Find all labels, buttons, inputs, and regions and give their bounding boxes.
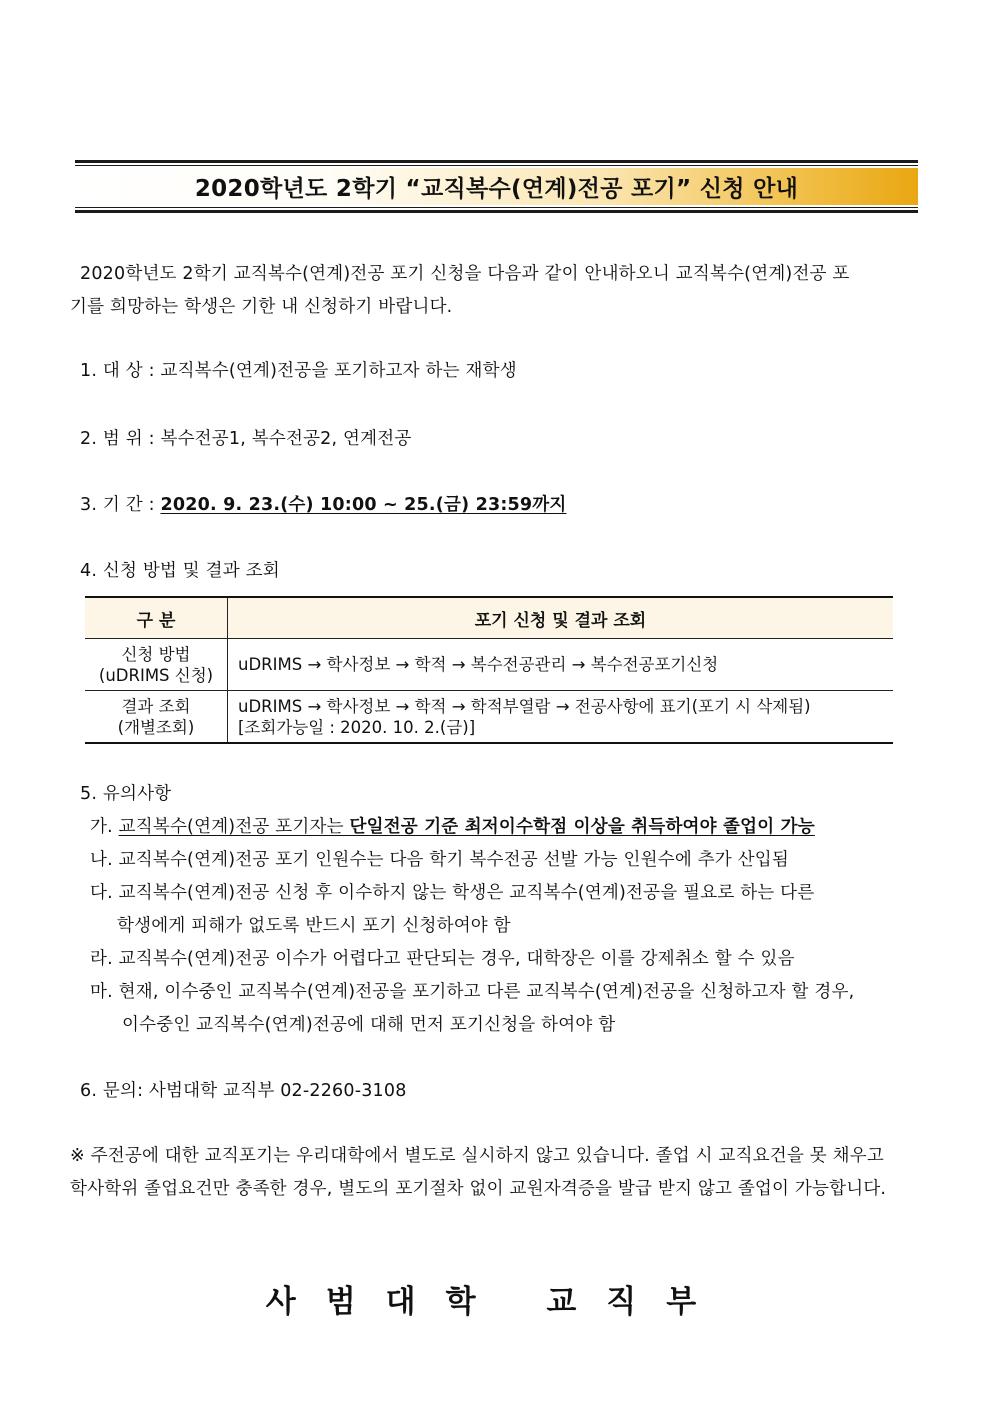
- item-target-label: 1. 대 상 :: [80, 361, 161, 381]
- item-scope-label: 2. 범 위 :: [80, 429, 161, 449]
- table-cell-detail: [228, 639, 894, 691]
- note-da-line-1: 다. 교직복수(연계)전공 신청 후 이수하지 않는 학생은 교직복수(연계)전공을 필요로 하는 다른: [90, 883, 815, 903]
- remark-line-1: ※ 주전공에 대한 교직포기는 우리대학에서 별도로 실시하지 않고 있습니다. 졸업 시 교직요건을 못 채우고: [70, 1146, 884, 1166]
- item-period-label: 3. 기 간 :: [80, 495, 161, 515]
- cell-line: 신청 방법: [121, 644, 191, 664]
- cell-line: uDRIMS → 학사정보 → 학적 → 복수전공관리 → 복수전공포기신청: [238, 655, 719, 674]
- note-ga-prefix: 가.: [90, 817, 119, 837]
- note-da-line-2: 학생에게 피해가 없도록 반드시 포기 신청하여야 함: [117, 916, 511, 936]
- item-target: [80, 357, 517, 382]
- item-period-text: 2020. 9. 23.(수) 10:00 ~ 25.(금) 23:59까지: [160, 495, 567, 515]
- note-ma-line-1: 마. 현재, 이수중인 교직복수(연계)전공을 포기하고 다른 교직복수(연계)전공을 신청하고자 할 경우,: [90, 982, 855, 1002]
- note-ma-line-2: 이수중인 교직복수(연계)전공에 대해 먼저 포기신청을 하여야 함: [122, 1015, 616, 1035]
- note-na: 나. 교직복수(연계)전공 포기 인원수는 다음 학기 복수전공 선발 가능 인원수에 추가 산입됨: [90, 850, 789, 870]
- item-period: [80, 491, 567, 516]
- item-contact: 6. 문의: 사범대학 교직부 02-2260-3108: [80, 1081, 407, 1101]
- note-ga-plain: 교직복수(연계)전공 포기자는: [118, 817, 350, 837]
- title-rule-top-thin: [75, 165, 918, 166]
- remark-line-2: 학사학위 졸업요건만 충족한 경우, 별도의 포기절차 없이 교원자격증을 발급 받지 않고 졸업이 가능합니다.: [70, 1179, 887, 1199]
- note-ga-underlined: [119, 817, 815, 837]
- title-rule-bottom: [75, 210, 918, 213]
- table-row: [85, 691, 893, 744]
- issuer-signature: 사범대학 교직부: [265, 1284, 727, 1320]
- note-ga-bold: 단일전공 기준 최저이수학점 이상을 취득하여야 졸업이 가능: [349, 817, 815, 837]
- title-banner: [75, 160, 918, 213]
- table-header-row: [85, 597, 893, 639]
- intro-line-1: 2020학년도 2학기 교직복수(연계)전공 포기 신청을 다음과 같이 안내하오니 교직복수(연계)전공 포: [80, 264, 850, 284]
- table-header-category: 구 분: [85, 597, 228, 639]
- table-header-detail: 포기 신청 및 결과 조회: [228, 597, 894, 639]
- cell-line: uDRIMS → 학사정보 → 학적 → 학적부열람 → 전공사항에 표기(포기 시 삭제됨): [238, 696, 811, 716]
- cell-line: 결과 조회: [121, 696, 191, 716]
- item-notes-heading: 5. 유의사항: [80, 784, 172, 804]
- table-cell-detail: [228, 691, 894, 744]
- title-rule-bottom-thin: [75, 207, 918, 208]
- title-rule-top: [75, 160, 918, 163]
- item-target-text: 교직복수(연계)전공을 포기하고자 하는 재학생: [160, 361, 517, 381]
- table-cell-category: [85, 639, 228, 691]
- note-ga: [90, 813, 815, 838]
- cell-line: [조회가능일 : 2020. 10. 2.(금)]: [238, 717, 476, 737]
- item-method-heading: 4. 신청 방법 및 결과 조회: [80, 561, 280, 581]
- note-ra: 라. 교직복수(연계)전공 이수가 어렵다고 판단되는 경우, 대학장은 이를 강제취소 할 수 있음: [90, 949, 795, 969]
- page-title: 2020학년도 2학기 “교직복수(연계)전공 포기” 신청 안내: [194, 176, 799, 202]
- table-row: [85, 639, 893, 691]
- item-scope-text: 복수전공1, 복수전공2, 연계전공: [160, 429, 412, 449]
- method-table: [85, 596, 893, 744]
- intro-line-2: 기를 희망하는 학생은 기한 내 신청하기 바랍니다.: [70, 297, 453, 317]
- table-cell-category: [85, 691, 228, 744]
- cell-line: (개별조회): [117, 717, 195, 737]
- cell-line: (uDRIMS 신청): [98, 665, 214, 685]
- item-scope: [80, 425, 411, 450]
